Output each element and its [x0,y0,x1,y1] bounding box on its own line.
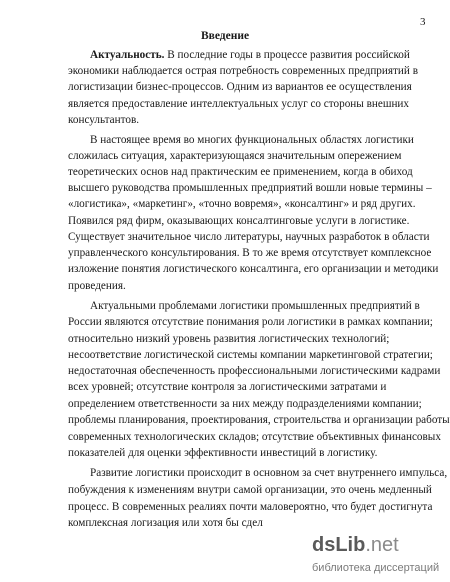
line-text: консультантов. [68,114,140,126]
text-line [68,499,433,515]
text-line [68,347,433,363]
line-text: является предоставление интеллектуальных услуг со стороны внешних [68,98,410,110]
text-line [68,245,432,261]
bold-lead: Актуальность. [90,49,165,61]
text-line [68,363,441,379]
line-text: «логистика», «маркетинг», «точно вовремя», «консалтинг» и ряд других. [68,198,416,210]
watermark-subtitle: библиотека диссертаций [312,562,440,574]
text-line [68,314,433,330]
line-text: относительно низкий уровень развития логистических технологий; [68,333,390,345]
line-text: управленческого консультирования. В то же время отсутствует комплексное [68,247,432,259]
line-text: сложилась ситуация, характеризующаяся значительным опережением [68,150,402,162]
line-text: России являются отсутствие понимания роли логистики в рамках компании; [68,316,433,328]
text-line [68,379,386,395]
line-text: теоретических основ над практическим ее применением, когда в обиход [68,166,413,178]
text-line [68,148,402,164]
page-number: 3 [420,16,426,28]
line-text: определением ответственности за них между подразделениями компании; [68,398,422,410]
line-text: недостаточная обеспеченность профессиональными логистическими кадрами [68,365,441,377]
line-text: В настоящее время во многих функциональных областях логистики [90,134,414,146]
text-line [68,164,413,180]
line-text: процесс. В современных реалиях почти маловероятно, что будет достигнута [68,501,433,513]
line-text: Существует значительное число литературы, научных разработок в области [68,231,430,243]
line-text: показателей для оценки эффективности инвестиций в логистику. [68,447,378,459]
line-text: Развитие логистики происходит в основном за счет внутреннего импульса, [90,467,448,479]
text-line [68,196,416,212]
text-line [68,96,410,112]
line-text: логистизации бизнес-процессов. Одним из вариантов ее осуществления [68,81,412,93]
line-text: проблемы планирования, проектирования, строительства и организации работы [68,414,450,426]
text-line [68,213,410,229]
text-line [68,79,412,95]
text-line [68,229,430,245]
text-line [68,482,432,498]
line-text: побуждения к изменениям внутри самой организации, это очень медленный [68,484,432,496]
text-line [68,278,386,294]
watermark [300,534,450,582]
line-text: несоответствие логистической системы компании маркетинговой стратегии; [68,349,433,361]
line-text: современных технологических складов; отсутствие объективных финансовых [68,431,441,443]
line-text: Появился ряд фирм, оказывающих консалтинговые услуги в логистике. [68,215,410,227]
line-text: изложение понятия логистического консалтинга, его организации и методики [68,263,439,275]
line-text: высшего руководства промышленных предприятий вошли новые термины – [68,182,432,194]
text-line [68,331,390,347]
watermark-logo-main: dsLib [312,534,366,556]
text-line [68,515,386,531]
text-line [68,63,418,79]
watermark-logo [312,534,399,557]
line-text: экономики наблюдается острая потребность современных предприятий в [68,65,418,77]
text-line [90,465,448,481]
watermark-logo-tld: .net [365,534,399,556]
section-title: Введение [200,30,250,42]
line-text: Актуальными проблемами логистики промышленных предприятий в [90,300,420,312]
text-line [68,412,450,428]
text-line [68,261,439,277]
text-line [90,132,414,148]
text-line [90,298,420,314]
text-line [68,429,441,445]
line-text: комплексная логизация или хотя бы сдел [68,517,263,529]
text-line [68,445,386,461]
text-line [68,396,422,412]
text-line [90,47,410,63]
text-line [68,112,386,128]
line-text: проведения. [68,280,126,292]
line-text: В последние годы в процессе развития российской [164,49,410,61]
line-text: всех уровней; отсутствие контроля за логистическими затратами и [68,381,387,393]
text-line [68,180,432,196]
